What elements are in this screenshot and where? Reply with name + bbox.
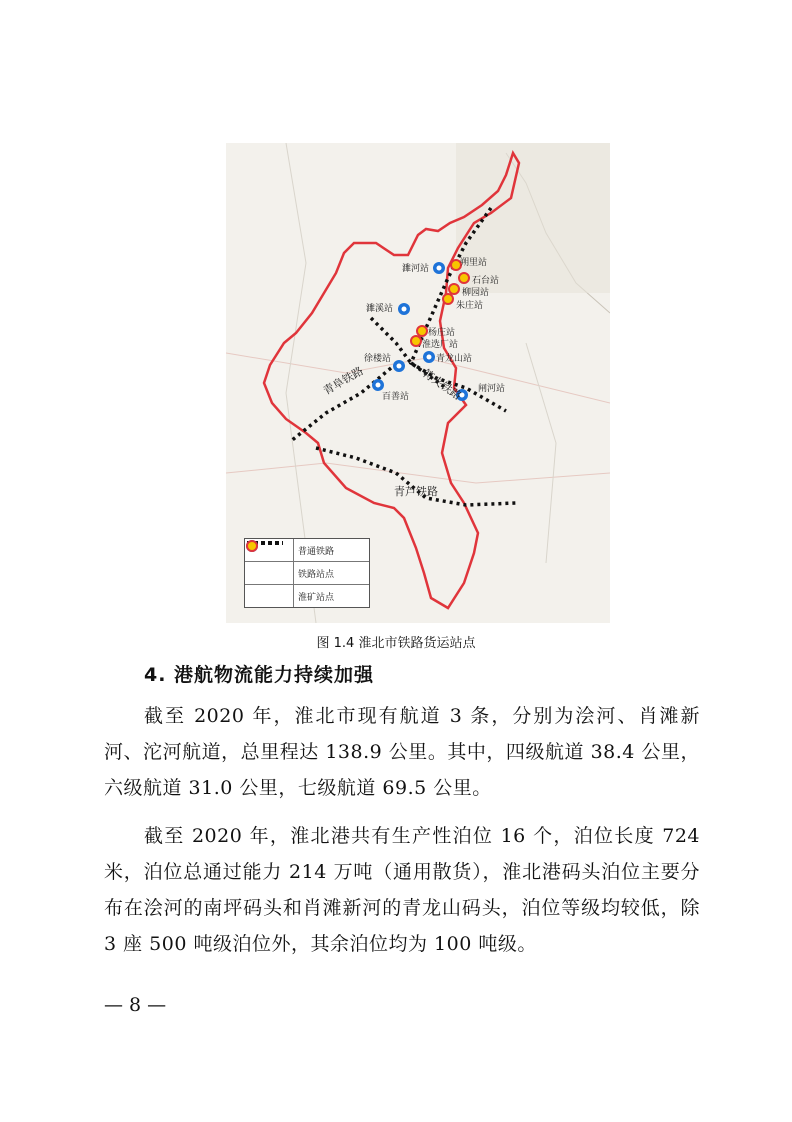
legend-row-rail — [245, 539, 369, 562]
railway-label: 青芦铁路 — [394, 485, 438, 498]
railway-map — [226, 143, 610, 623]
station-label: 濉溪站 — [366, 304, 394, 314]
station-label: 闸河站 — [478, 384, 506, 394]
legend-row-station — [245, 562, 369, 585]
mine-label: 朱庄站 — [456, 301, 484, 311]
legend-row-mine — [245, 585, 369, 607]
mine-label: 朔里站 — [460, 258, 488, 268]
mine-station-icon — [245, 539, 259, 553]
station-label: 青龙山站 — [436, 354, 473, 364]
railway-label: 青阜铁路 — [321, 364, 366, 398]
page-number: — 8 — — [104, 994, 167, 1016]
railway-label: 符夹铁路 — [420, 366, 464, 403]
mine-label: 石台站 — [472, 276, 500, 286]
legend-label: 铁路站点 — [298, 569, 335, 580]
station-label: 徐楼站 — [364, 354, 392, 364]
figure-caption: 图 1.4 淮北市铁路货运站点 — [316, 636, 476, 651]
mine-label: 柳园站 — [462, 288, 490, 298]
section-heading: 4. 港航物流能力持续加强 — [144, 664, 375, 686]
mine-label: 淮选厂站 — [422, 340, 459, 350]
map-legend — [244, 538, 370, 608]
station-label: 百善站 — [382, 392, 410, 402]
legend-label: 普通铁路 — [298, 546, 335, 557]
legend-label: 淮矿站点 — [298, 592, 335, 603]
paragraph: 截至 2020 年，淮北港共有生产性泊位 16 个，泊位长度 724 米，泊位总通过能力 214 万吨（通用散货），淮北港码头泊位主要分布在浍河的南坪码头和肖滩新河的青龙山码头，泊位等级均较低，除 3 座 500 吨级泊位外，其余泊位均为 100 吨级。 — [104, 825, 700, 955]
mine-label: 杨庄站 — [428, 328, 456, 338]
station-label: 濉河站 — [402, 264, 430, 274]
paragraph: 截至 2020 年，淮北市现有航道 3 条，分别为浍河、肖滩新河、沱河航道，总里程达 138.9 公里。其中，四级航道 38.4 公里，六级航道 31.0 公里，七级航道 69.5 公里。 — [104, 705, 700, 799]
